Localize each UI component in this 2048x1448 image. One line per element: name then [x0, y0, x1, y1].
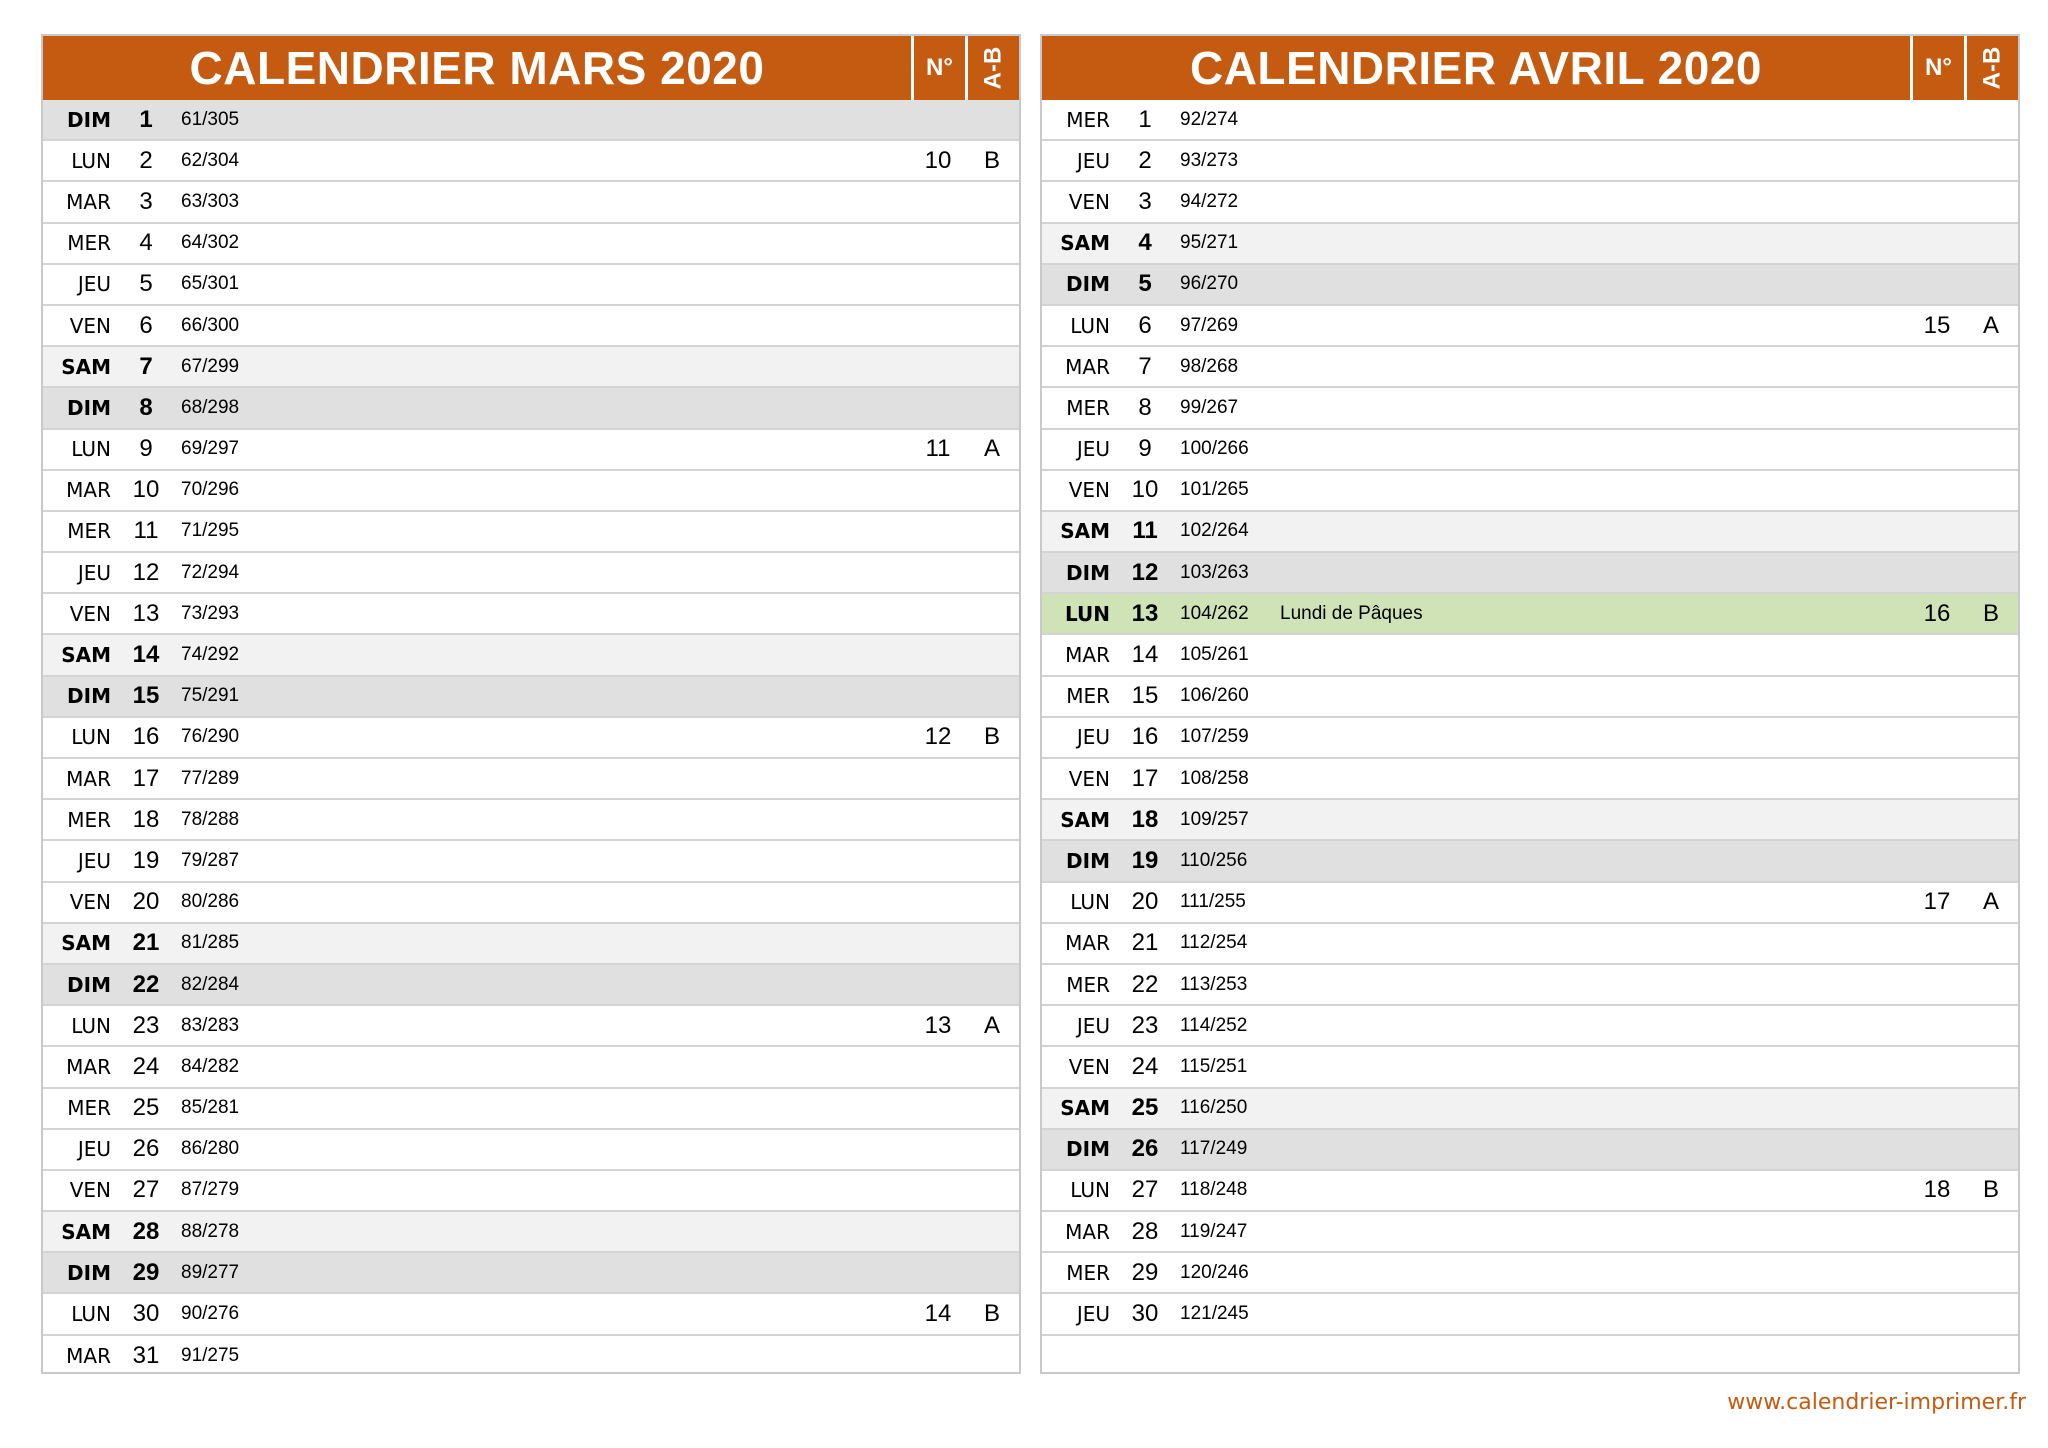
- day-of-year: 63/303: [181, 190, 240, 212]
- day-row: [1042, 512, 2018, 553]
- day-number: 26: [132, 1135, 160, 1163]
- day-name: DIM: [67, 395, 111, 420]
- day-number: 15: [132, 682, 160, 710]
- day-of-year: 111/255: [1180, 891, 1246, 913]
- day-row: [1042, 347, 2018, 388]
- day-of-year: 89/277: [181, 1261, 240, 1283]
- day-number: 28: [132, 1217, 160, 1245]
- day-number: 3: [139, 187, 153, 215]
- day-number: 28: [1131, 1217, 1159, 1245]
- ab-week: B: [983, 146, 1000, 174]
- day-number: 21: [1131, 929, 1159, 957]
- day-name: MAR: [66, 1054, 111, 1079]
- day-name: LUN: [71, 1013, 111, 1038]
- day-name: MER: [67, 1096, 111, 1121]
- day-number: 10: [132, 476, 160, 504]
- calendar-title: CALENDRIER AVRIL 2020: [1189, 42, 1762, 94]
- day-row: [43, 224, 1019, 265]
- day-number: 16: [1131, 723, 1159, 751]
- day-row: [1042, 1212, 2018, 1253]
- day-name: MAR: [1065, 931, 1110, 956]
- day-number: 22: [1131, 970, 1159, 998]
- day-row: [1042, 1171, 2018, 1212]
- ab-week: A: [1982, 311, 1999, 339]
- day-row: [43, 1336, 1019, 1377]
- day-of-year: 62/304: [181, 149, 240, 171]
- week-number: 13: [924, 1011, 952, 1039]
- week-number: 11: [925, 435, 951, 463]
- day-name: VEN: [1068, 478, 1110, 503]
- day-name: LUN: [1070, 1178, 1110, 1203]
- day-row: [43, 306, 1019, 347]
- day-name: MAR: [66, 478, 111, 503]
- day-of-year: 106/260: [1180, 685, 1249, 707]
- day-number: 20: [132, 888, 160, 916]
- day-number: 29: [132, 1258, 160, 1286]
- day-row: [1042, 1253, 2018, 1294]
- ab-week: B: [1982, 1176, 1999, 1204]
- day-number: 29: [1131, 1258, 1159, 1286]
- week-number: 14: [924, 1300, 952, 1328]
- day-name: DIM: [1066, 848, 1110, 873]
- day-name: LUN: [1070, 313, 1110, 338]
- day-name: DIM: [67, 972, 111, 997]
- day-name: JEU: [77, 848, 111, 873]
- day-number: 19: [1131, 846, 1159, 874]
- day-number: 7: [139, 352, 153, 380]
- day-number: 11: [1132, 517, 1158, 545]
- day-row: [1042, 182, 2018, 223]
- day-number: 26: [1131, 1135, 1159, 1163]
- day-row: [43, 1171, 1019, 1212]
- day-number: 10: [1131, 476, 1159, 504]
- day-of-year: 100/266: [1180, 438, 1249, 460]
- day-name: VEN: [1068, 766, 1110, 791]
- day-name: MAR: [66, 189, 111, 214]
- day-name: LUN: [1064, 601, 1110, 626]
- day-of-year: 115/251: [1180, 1055, 1248, 1077]
- day-number: 30: [1131, 1300, 1159, 1328]
- day-row: [43, 1006, 1019, 1047]
- day-name: LUN: [71, 437, 111, 462]
- day-name: JEU: [1076, 1013, 1110, 1038]
- day-row: [43, 800, 1019, 841]
- day-of-year: 81/285: [181, 932, 240, 954]
- day-of-year: 84/282: [181, 1055, 240, 1077]
- day-name: JEU: [1076, 1302, 1110, 1327]
- day-of-year: 79/287: [181, 849, 240, 871]
- day-row: [43, 841, 1019, 882]
- day-number: 12: [1131, 558, 1159, 586]
- day-row: [1042, 1089, 2018, 1130]
- day-row: [43, 512, 1019, 553]
- day-row: [43, 265, 1019, 306]
- day-number: 23: [1131, 1011, 1159, 1039]
- day-row: [43, 924, 1019, 965]
- day-name: JEU: [1076, 725, 1110, 750]
- ab-week: B: [1982, 599, 1999, 627]
- day-of-year: 90/276: [181, 1303, 240, 1325]
- day-row: [1042, 718, 2018, 759]
- day-number: 30: [132, 1300, 160, 1328]
- day-name: JEU: [77, 560, 111, 585]
- day-number: 25: [1131, 1094, 1159, 1122]
- day-number: 2: [1138, 146, 1152, 174]
- day-name: DIM: [67, 684, 111, 709]
- day-number: 25: [132, 1094, 160, 1122]
- day-number: 9: [139, 435, 153, 463]
- day-of-year: 95/271: [1180, 232, 1239, 254]
- day-name: SAM: [61, 931, 111, 956]
- day-name: JEU: [1076, 148, 1110, 173]
- day-name: JEU: [77, 1137, 111, 1162]
- day-name: JEU: [77, 272, 111, 297]
- day-of-year: 80/286: [181, 891, 240, 913]
- day-row: [1042, 924, 2018, 965]
- day-number: 31: [132, 1342, 160, 1370]
- day-of-year: 92/274: [1180, 108, 1239, 130]
- day-row: [1042, 224, 2018, 265]
- day-number: 18: [132, 805, 160, 833]
- day-name: MER: [1066, 107, 1110, 132]
- day-name: LUN: [1070, 890, 1110, 915]
- day-row: [43, 553, 1019, 594]
- day-row: [43, 883, 1019, 924]
- day-number: 7: [1138, 352, 1152, 380]
- day-of-year: 119/247: [1180, 1220, 1248, 1242]
- day-of-year: 113/253: [1180, 973, 1248, 995]
- day-name: LUN: [71, 1302, 111, 1327]
- day-name: VEN: [69, 1178, 111, 1203]
- day-of-year: 88/278: [181, 1220, 240, 1242]
- day-of-year: 91/275: [181, 1345, 240, 1367]
- day-name: VEN: [69, 313, 111, 338]
- day-name: MAR: [1065, 1219, 1110, 1244]
- day-of-year: 102/264: [1180, 520, 1249, 542]
- day-name: SAM: [61, 1219, 111, 1244]
- day-name: SAM: [1060, 231, 1110, 256]
- ab-week: A: [1982, 888, 1999, 916]
- day-of-year: 120/246: [1180, 1261, 1249, 1283]
- week-number: 16: [1923, 599, 1951, 627]
- day-name: DIM: [67, 107, 111, 132]
- day-row: [1042, 388, 2018, 429]
- day-of-year: 70/296: [181, 479, 240, 501]
- day-of-year: 97/269: [1180, 314, 1239, 336]
- day-number: 24: [132, 1052, 160, 1080]
- day-number: 27: [1131, 1176, 1159, 1204]
- day-row: [1042, 677, 2018, 718]
- day-of-year: 61/305: [181, 108, 240, 130]
- day-number: 8: [139, 393, 153, 421]
- week-number: 10: [924, 146, 952, 174]
- day-name: SAM: [1060, 807, 1110, 832]
- day-of-year: 65/301: [181, 273, 240, 295]
- day-of-year: 78/288: [181, 808, 240, 830]
- day-row: [43, 388, 1019, 429]
- ab-week: B: [983, 723, 1000, 751]
- day-row: [43, 965, 1019, 1006]
- week-number: 18: [1923, 1176, 1951, 1204]
- day-number: 5: [1138, 270, 1152, 298]
- day-name: MER: [67, 519, 111, 544]
- day-name: LUN: [71, 725, 111, 750]
- day-of-year: 99/267: [1180, 396, 1239, 418]
- day-row: [1042, 635, 2018, 676]
- day-name: MER: [1066, 684, 1110, 709]
- day-row: [43, 635, 1019, 676]
- day-name: VEN: [1068, 1054, 1110, 1079]
- day-of-year: 87/279: [181, 1179, 240, 1201]
- day-name: MAR: [66, 766, 111, 791]
- day-number: 19: [132, 846, 160, 874]
- week-number-header: N°: [911, 36, 965, 100]
- day-of-year: 68/298: [181, 396, 240, 418]
- day-name: DIM: [67, 1260, 111, 1285]
- day-name: MER: [1066, 1260, 1110, 1285]
- day-name: VEN: [1068, 189, 1110, 214]
- day-name: MER: [1066, 395, 1110, 420]
- day-name: DIM: [1066, 1137, 1110, 1162]
- day-of-year: 105/261: [1180, 644, 1249, 666]
- day-name: MER: [67, 807, 111, 832]
- day-of-year: 67/299: [181, 355, 240, 377]
- day-row: [1042, 430, 2018, 471]
- day-number: 1: [1138, 105, 1152, 133]
- ab-week: A: [983, 1011, 1000, 1039]
- day-of-year: 93/273: [1180, 149, 1239, 171]
- day-row: [43, 1253, 1019, 1294]
- day-row: [43, 677, 1019, 718]
- day-of-year: 75/291: [181, 685, 240, 707]
- day-of-year: 101/265: [1180, 479, 1249, 501]
- week-number: 15: [1923, 311, 1951, 339]
- day-row: [43, 141, 1019, 182]
- day-row: [1042, 471, 2018, 512]
- day-of-year: 117/249: [1180, 1138, 1248, 1160]
- day-of-year: 94/272: [1180, 190, 1239, 212]
- day-of-year: 71/295: [181, 520, 240, 542]
- day-name: SAM: [1060, 1096, 1110, 1121]
- day-name: MAR: [1065, 643, 1110, 668]
- day-of-year: 64/302: [181, 232, 240, 254]
- day-row: [1042, 1047, 2018, 1088]
- day-row: [43, 594, 1019, 635]
- day-of-year: 77/289: [181, 767, 240, 789]
- day-number: 8: [1138, 393, 1152, 421]
- day-row: [43, 1212, 1019, 1253]
- day-row: [1042, 883, 2018, 924]
- day-number: 24: [1131, 1052, 1159, 1080]
- day-name: VEN: [69, 601, 111, 626]
- day-number: 4: [1138, 229, 1152, 257]
- day-row: [1042, 141, 2018, 182]
- calendar-title: CALENDRIER MARS 2020: [189, 42, 765, 94]
- day-of-year: 74/292: [181, 644, 240, 666]
- calendar-body: [1042, 100, 2018, 1377]
- day-row: [1042, 841, 2018, 882]
- day-of-year: 107/259: [1180, 726, 1249, 748]
- day-row: [43, 1089, 1019, 1130]
- day-name: LUN: [71, 148, 111, 173]
- day-number: 12: [132, 558, 160, 586]
- day-number: 17: [1131, 764, 1159, 792]
- day-row: [43, 471, 1019, 512]
- day-row: [43, 347, 1019, 388]
- day-of-year: 69/297: [181, 438, 240, 460]
- day-of-year: 121/245: [1180, 1303, 1249, 1325]
- day-name: SAM: [61, 643, 111, 668]
- day-row: [1042, 265, 2018, 306]
- day-name: SAM: [61, 354, 111, 379]
- day-number: 6: [1138, 311, 1152, 339]
- day-number: 16: [132, 723, 160, 751]
- day-row: [43, 182, 1019, 223]
- day-number: 4: [139, 229, 153, 257]
- day-of-year: 73/293: [181, 602, 240, 624]
- day-of-year: 108/258: [1180, 767, 1249, 789]
- day-row: [1042, 1130, 2018, 1171]
- day-of-year: 82/284: [181, 973, 240, 995]
- day-name: SAM: [1060, 519, 1110, 544]
- day-row: [1042, 759, 2018, 800]
- day-number: 22: [132, 970, 160, 998]
- ab-week: A: [983, 435, 1000, 463]
- day-name: MER: [67, 231, 111, 256]
- day-name: JEU: [1076, 437, 1110, 462]
- footer-website[interactable]: www.calendrier-imprimer.fr: [1727, 1390, 2026, 1415]
- day-name: DIM: [1066, 272, 1110, 297]
- day-row: [1042, 100, 2018, 141]
- day-of-year: 104/262: [1180, 602, 1249, 624]
- day-row: [1042, 800, 2018, 841]
- day-number: 2: [139, 146, 153, 174]
- calendar-body: [43, 100, 1019, 1377]
- day-of-year: 72/294: [181, 561, 240, 583]
- day-of-year: 112/254: [1180, 932, 1248, 954]
- ab-week-header: A-B: [1964, 36, 2018, 100]
- day-of-year: 66/300: [181, 314, 240, 336]
- day-row: [43, 100, 1019, 141]
- week-number: 17: [1923, 888, 1951, 916]
- day-of-year: 110/256: [1180, 849, 1248, 871]
- day-number: 14: [132, 641, 160, 669]
- day-of-year: 114/252: [1180, 1014, 1248, 1036]
- day-number: 9: [1138, 435, 1152, 463]
- calendar-header: [43, 36, 1019, 100]
- empty-row: [1042, 1336, 2018, 1377]
- day-name: MAR: [66, 1344, 111, 1369]
- week-number-header: N°: [1910, 36, 1964, 100]
- day-number: 5: [139, 270, 153, 298]
- day-number: 6: [139, 311, 153, 339]
- day-number: 13: [132, 599, 160, 627]
- day-row: [1042, 594, 2018, 635]
- day-number: 3: [1138, 187, 1152, 215]
- day-name: VEN: [69, 890, 111, 915]
- day-number: 17: [132, 764, 160, 792]
- day-row: [1042, 1006, 2018, 1047]
- day-of-year: 103/263: [1180, 561, 1249, 583]
- day-number: 20: [1131, 888, 1159, 916]
- day-number: 21: [132, 929, 160, 957]
- day-name: MAR: [1065, 354, 1110, 379]
- ab-week: B: [983, 1300, 1000, 1328]
- day-row: [1042, 965, 2018, 1006]
- day-number: 14: [1131, 641, 1159, 669]
- day-row: [1042, 1294, 2018, 1335]
- day-number: 18: [1131, 805, 1159, 833]
- day-row: [43, 718, 1019, 759]
- day-of-year: 118/248: [1180, 1179, 1248, 1201]
- day-row: [1042, 306, 2018, 347]
- calendar-march: [41, 34, 1021, 1374]
- day-number: 11: [133, 517, 159, 545]
- calendar-april: [1040, 34, 2020, 1374]
- day-row: [43, 759, 1019, 800]
- day-row: [43, 1130, 1019, 1171]
- day-of-year: 116/250: [1180, 1097, 1248, 1119]
- week-number: 12: [924, 723, 952, 751]
- day-name: DIM: [1066, 560, 1110, 585]
- day-number: 13: [1131, 599, 1159, 627]
- day-row: [43, 1294, 1019, 1335]
- day-row: [43, 1047, 1019, 1088]
- holiday-note: Lundi de Pâques: [1280, 602, 1423, 624]
- day-row: [43, 430, 1019, 471]
- day-number: 27: [132, 1176, 160, 1204]
- ab-week-header: A-B: [965, 36, 1019, 100]
- day-number: 1: [139, 105, 153, 133]
- day-name: MER: [1066, 972, 1110, 997]
- day-number: 15: [1131, 682, 1159, 710]
- day-of-year: 86/280: [181, 1138, 240, 1160]
- day-of-year: 109/257: [1180, 808, 1249, 830]
- day-of-year: 96/270: [1180, 273, 1239, 295]
- day-of-year: 85/281: [181, 1097, 240, 1119]
- day-number: 23: [132, 1011, 160, 1039]
- calendar-header: [1042, 36, 2018, 100]
- day-of-year: 83/283: [181, 1014, 240, 1036]
- day-of-year: 98/268: [1180, 355, 1239, 377]
- day-of-year: 76/290: [181, 726, 240, 748]
- day-row: [1042, 553, 2018, 594]
